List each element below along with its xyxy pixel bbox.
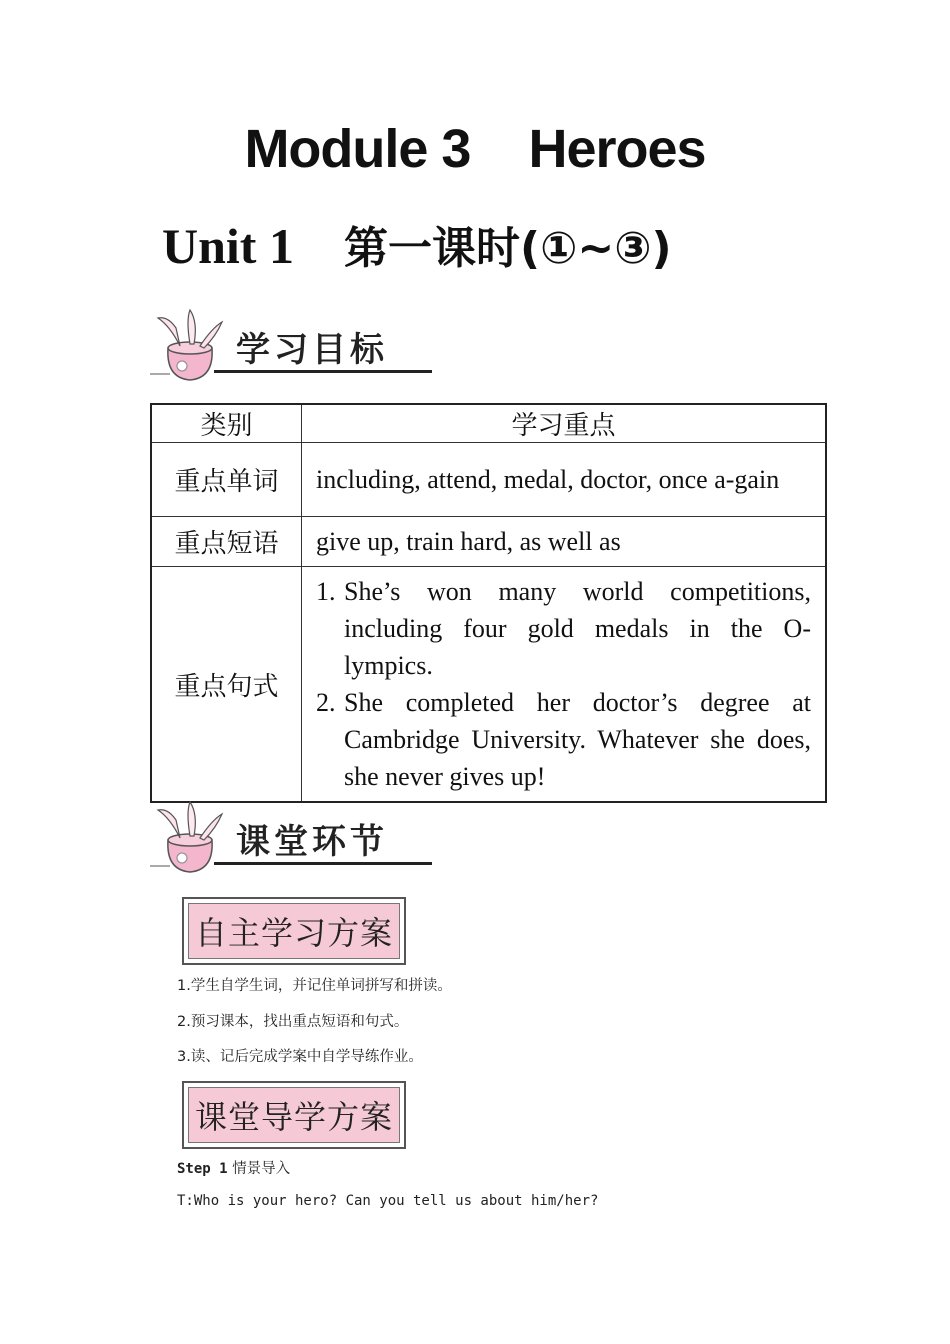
section-header-goals <box>150 308 435 384</box>
module-title <box>0 118 950 180</box>
row-content-sentences <box>302 567 827 803</box>
section-underline <box>214 862 432 865</box>
section-underline <box>214 370 432 373</box>
unit-title <box>162 212 672 276</box>
list-item: 2.预习课本，找出重点短语和句式。 <box>177 1014 409 1030</box>
step-title: 情景导入 <box>232 1161 291 1177</box>
teacher-line: T:Who is your hero? Can you tell us about him/her? <box>177 1193 599 1209</box>
list-item: 1.学生自学生词，并记住单词拼写和拼读。 <box>177 978 452 994</box>
section-header-class <box>150 800 435 876</box>
sentence-number: 1. <box>316 577 336 606</box>
module-label: Module 3 <box>244 119 471 179</box>
unit-label: Unit 1 <box>162 218 294 274</box>
table-row <box>151 517 826 567</box>
section-heading-goals: 学习目标 <box>236 330 388 370</box>
sentence-number: 2. <box>316 688 336 717</box>
module-topic: Heroes <box>528 119 706 179</box>
row-content-phrases: give up, train hard, as well as <box>302 517 827 567</box>
table-header-row <box>151 404 826 443</box>
class-guide-box <box>182 1081 406 1149</box>
class-guide-label: 课堂导学方案 <box>188 1087 400 1143</box>
period-label: 第一课时(①~③) <box>343 223 672 274</box>
sentence-item <box>316 573 811 684</box>
table-header-category: 类别 <box>151 404 302 443</box>
table-header-focus: 学习重点 <box>302 404 827 443</box>
sentence-text: She completed her doctor’s degree at Cambridge University. Whatever she does, she never gives up! <box>344 688 811 791</box>
sentence-item <box>316 684 811 795</box>
sentence-text: She’s won many world competitions, including four gold medals in the O-lympics. <box>344 577 811 680</box>
table-row <box>151 443 826 517</box>
self-study-label: 自主学习方案 <box>188 903 400 959</box>
step-heading <box>177 1157 290 1178</box>
row-category-sentences: 重点句式 <box>151 567 302 803</box>
section-heading-class: 课堂环节 <box>236 822 388 862</box>
table-row <box>151 567 826 803</box>
step-label: Step 1 <box>177 1161 228 1177</box>
learning-goals-table <box>150 403 827 803</box>
list-item: 3.读、记后完成学案中自学导练作业。 <box>177 1049 423 1065</box>
self-study-box <box>182 897 406 965</box>
row-category-phrases: 重点短语 <box>151 517 302 567</box>
row-content-words: including, attend, medal, doctor, once a-gain <box>302 443 827 517</box>
row-category-words: 重点单词 <box>151 443 302 517</box>
